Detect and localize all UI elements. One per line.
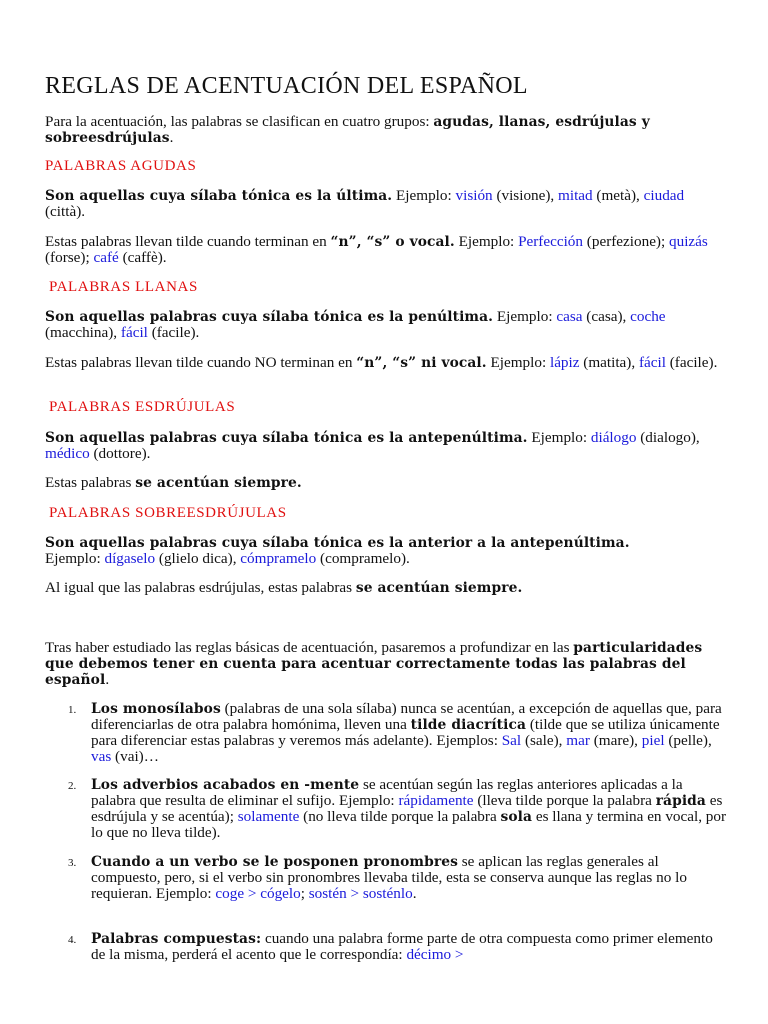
agudas-rule	[45, 234, 725, 266]
list-number: 3.	[68, 857, 77, 869]
example-word: solamente	[237, 808, 300, 825]
example-word: coge > cógelo	[215, 885, 301, 902]
transition-paragraph	[45, 640, 725, 688]
example-word: fácil	[120, 324, 148, 341]
list-item-body: se aplican las reglas generales al compuesto, pero, si el verbo sin pronombres llevaba tilde, esta se conserva aunque las reglas no lo requieran. Ejemplo:	[91, 853, 687, 902]
esdrujulas-rule	[45, 475, 725, 491]
example-word: mitad	[558, 187, 593, 204]
list-item	[68, 854, 728, 902]
translation: (pelle),	[664, 732, 712, 749]
list-item-bold: Cuando a un verbo se le posponen pronombres	[91, 854, 458, 870]
list-item	[68, 777, 728, 841]
list-item-body: cuando una palabra forme parte de otra compuesta como primer elemento de la misma, perderá el acento que le correspondía:	[91, 930, 713, 963]
list-item	[68, 931, 728, 963]
example-word: rápidamente	[398, 792, 474, 809]
translation: (macchina),	[45, 324, 121, 341]
heading-agudas: PALABRAS AGUDAS	[45, 158, 197, 174]
example-word: ciudad	[643, 187, 685, 204]
agudas-rule-ex: Ejemplo:	[454, 233, 519, 250]
example-word: casa	[556, 308, 583, 325]
translation: (glielo dica),	[155, 550, 241, 567]
example-word: sostén > sosténlo	[308, 885, 413, 902]
llanas-rule-ex: Ejemplo:	[486, 354, 550, 371]
list-item-body: es esdrújula y se acentúa);	[91, 792, 723, 825]
heading-sobreesdrujulas: PALABRAS SOBREESDRÚJULAS	[49, 505, 287, 521]
example-word: dígaselo	[104, 550, 156, 567]
intro-end: .	[169, 129, 174, 146]
example-word: cómpramelo	[240, 550, 317, 567]
esdrujulas-def-ex: Ejemplo:	[527, 429, 591, 446]
list-number: 1.	[68, 704, 77, 716]
sobreesdrujulas-rule	[45, 580, 725, 596]
list-item-bold: Los monosílabos	[91, 701, 221, 717]
esdrujulas-definition	[45, 430, 725, 462]
translation: (matita),	[579, 354, 639, 371]
example-word: mar	[566, 732, 590, 749]
translation: (facile).	[147, 324, 200, 341]
list-item-body: es llana y termina en vocal, por lo que no lleva tilde).	[91, 808, 727, 841]
list-item-bold: Palabras compuestas:	[91, 931, 262, 947]
list-item-body: se acentúan según las reglas anteriores aplicadas a la palabra que resulta de eliminar el sufijo. Ejemplo:	[91, 776, 683, 809]
llanas-rule	[45, 355, 725, 371]
intro-paragraph	[45, 114, 725, 146]
page-title: REGLAS DE ACENTUACIÓN DEL ESPAÑOL	[45, 73, 528, 99]
list-number: 2.	[68, 780, 77, 792]
list-item-body: ;	[300, 885, 309, 902]
example-word: quizás	[669, 233, 708, 250]
llanas-rule-bold: “n”, “s” ni vocal.	[356, 355, 487, 371]
list-item-body: (no lleva tilde porque la palabra	[299, 808, 501, 825]
translation: (perfezione);	[583, 233, 670, 250]
list-item-bold: rápida	[655, 793, 706, 809]
translation: (metà),	[592, 187, 644, 204]
example-word: Perfección	[518, 233, 583, 250]
list-item-text	[91, 854, 728, 902]
translation: (visione),	[492, 187, 559, 204]
translation: (dottore).	[89, 445, 151, 462]
sobreesdrujulas-rule-text: Al igual que las palabras esdrújulas, estas palabras	[45, 579, 356, 596]
llanas-def-bold: Son aquellas palabras cuya sílaba tónica es la penúltima.	[45, 309, 494, 325]
translation: (compramelo).	[316, 550, 410, 567]
esdrujulas-rule-bold: se acentúan siempre.	[135, 475, 302, 491]
translation: (vai)…	[111, 748, 159, 765]
transition-end: .	[105, 671, 110, 688]
agudas-rule-bold: “n”, “s” o vocal.	[330, 234, 455, 250]
llanas-rule-text: Estas palabras llevan tilde cuando NO terminan en	[45, 354, 357, 371]
list-item-bold: tilde diacrítica	[410, 717, 527, 733]
example-word: visión	[455, 187, 493, 204]
translation: (dialogo),	[636, 429, 700, 446]
sobreesdrujulas-definition	[45, 535, 725, 567]
example-word: vas	[91, 748, 112, 765]
esdrujulas-def-bold: Son aquellas palabras cuya sílaba tónica es la antepenúltima.	[45, 430, 528, 446]
agudas-def-bold: Son aquellas cuya sílaba tónica es la última.	[45, 188, 393, 204]
example-word: Sal	[501, 732, 522, 749]
example-word: lápiz	[549, 354, 580, 371]
transition-text: Tras haber estudiado las reglas básicas de acentuación, pasaremos a profundizar en las	[45, 639, 574, 656]
list-item-text	[91, 777, 728, 841]
list-item-text	[91, 931, 728, 963]
intro-bold: agudas, llanas, esdrújulas y sobreesdrújulas	[45, 114, 650, 146]
translation: (sale),	[521, 732, 567, 749]
example-word: médico	[45, 445, 90, 462]
list-item-body: (tilde que se utiliza únicamente para diferenciar estas palabras y veremos más adelante). Ejemplos:	[91, 716, 720, 749]
agudas-def-ex: Ejemplo:	[392, 187, 456, 204]
llanas-definition	[45, 309, 725, 341]
translation: (forse);	[45, 249, 94, 266]
example-word: fácil	[638, 354, 666, 371]
sobreesdrujulas-rule-bold: se acentúan siempre.	[355, 580, 523, 596]
heading-llanas: PALABRAS LLANAS	[49, 279, 198, 295]
list-item	[68, 701, 728, 765]
esdrujulas-rule-text: Estas palabras	[45, 474, 136, 491]
sobreesdrujulas-def-bold: Son aquellas palabras cuya sílaba tónica es la anterior a la antepenúltima.	[45, 535, 630, 551]
example-word: diálogo	[590, 429, 637, 446]
list-item-body: (palabras de una sola sílaba) nunca se acentúan, a excepción de aquellas que, para diferenciarlas de otra palabra homónima, lleven una	[91, 700, 722, 733]
translation: (facile).	[665, 354, 718, 371]
sobreesdrujulas-def-ex: Ejemplo:	[45, 550, 105, 567]
llanas-def-ex: Ejemplo:	[493, 308, 557, 325]
translation: (città).	[45, 203, 86, 220]
list-item-bold: Los adverbios acabados en -mente	[91, 777, 360, 793]
list-number: 4.	[68, 934, 77, 946]
intro-text: Para la acentuación, las palabras se clasifican en cuatro grupos:	[45, 113, 434, 130]
translation: (mare),	[589, 732, 642, 749]
agudas-definition	[45, 188, 725, 220]
list-item-body: (lleva tilde porque la palabra	[473, 792, 656, 809]
example-word: café	[93, 249, 119, 266]
example-word: décimo >	[406, 946, 464, 963]
list-item-body: .	[412, 885, 417, 902]
translation: (caffè).	[118, 249, 167, 266]
list-item-bold: sola	[500, 809, 533, 825]
heading-esdrujulas: PALABRAS ESDRÚJULAS	[49, 399, 236, 415]
transition-bold: particularidades que debemos tener en cuenta para acentuar correctamente todas las palabras del español	[45, 640, 703, 688]
translation: (casa),	[582, 308, 631, 325]
example-word: coche	[630, 308, 666, 325]
agudas-rule-text: Estas palabras llevan tilde cuando terminan en	[45, 233, 331, 250]
example-word: piel	[641, 732, 665, 749]
list-item-text	[91, 701, 728, 765]
